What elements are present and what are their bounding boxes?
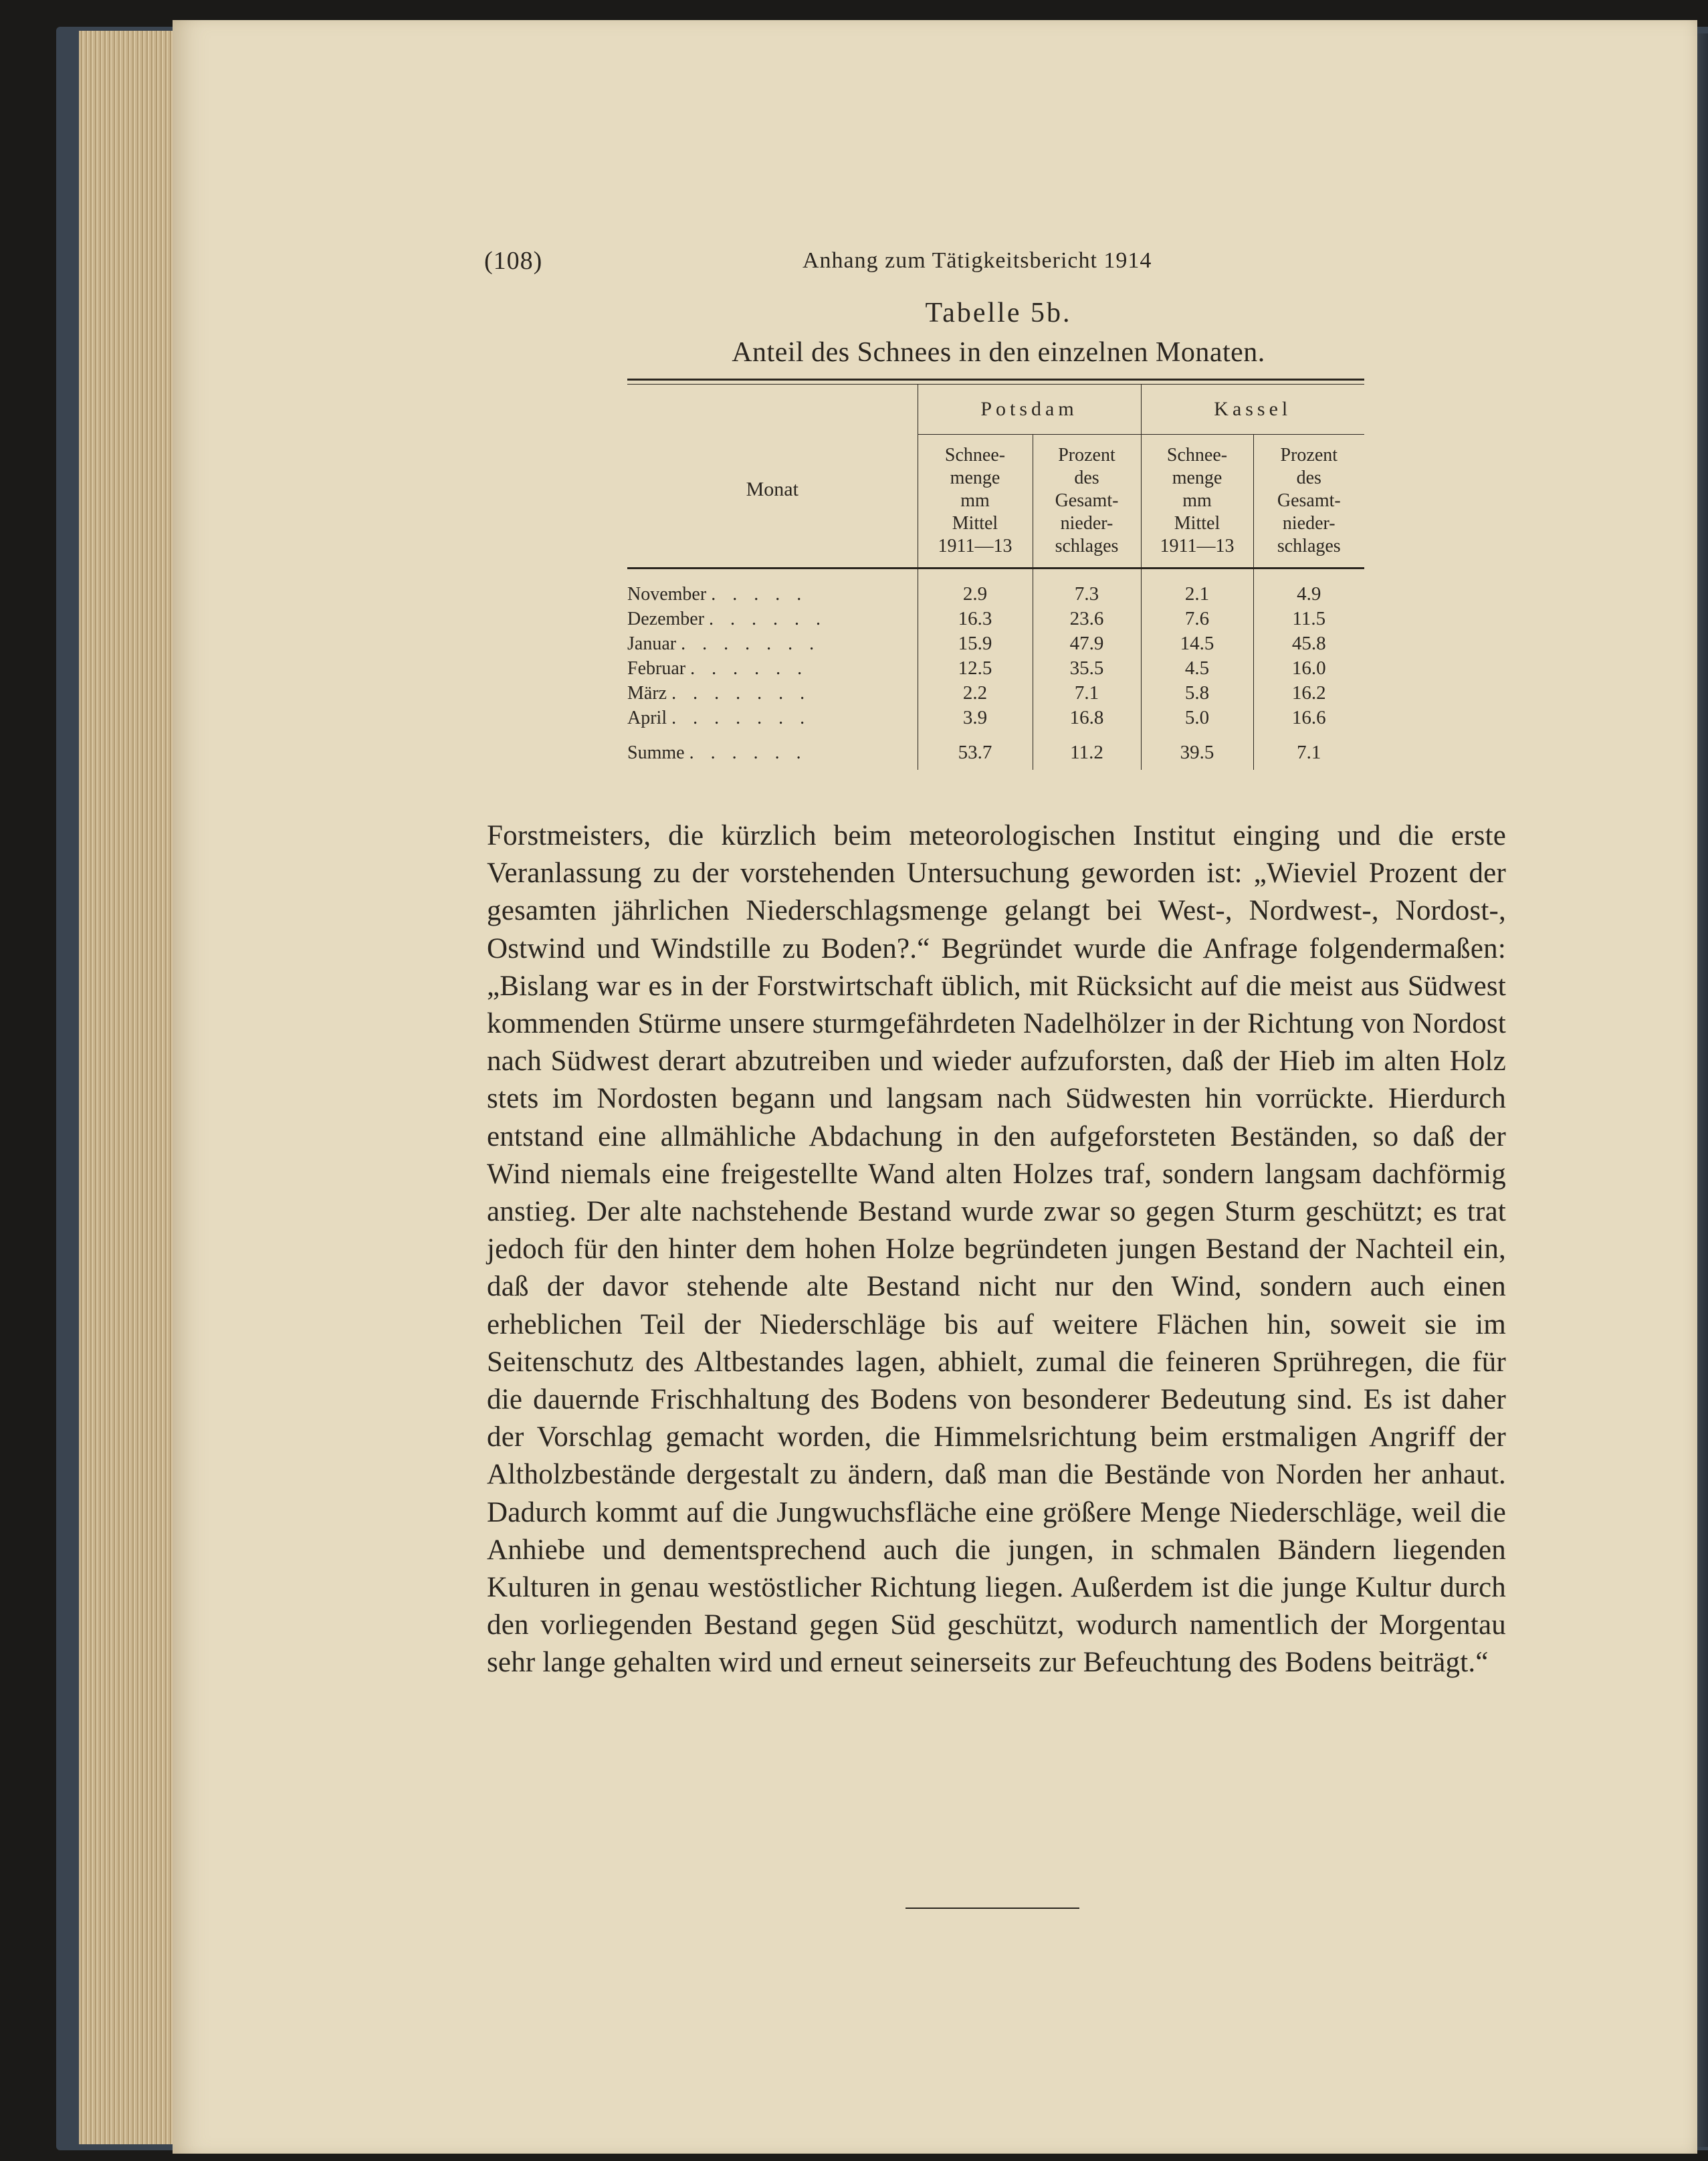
- kassel-percent-sum: 7.1: [1253, 730, 1364, 770]
- kassel-snow-value: 14.5: [1141, 631, 1253, 656]
- potsdam-percent-value: 16.8: [1033, 706, 1141, 730]
- kassel-percent-value: 4.9: [1253, 569, 1364, 607]
- running-title: Anhang zum Tätigkeitsbericht 1914: [803, 248, 1152, 273]
- potsdam-percent-value: 7.1: [1033, 681, 1141, 706]
- kassel-percent-value: 45.8: [1253, 631, 1364, 656]
- kassel-snow-value: 7.6: [1141, 607, 1253, 631]
- month-cell: [627, 706, 918, 730]
- station-header-potsdam: Potsdam: [918, 385, 1141, 435]
- snow-data-table: [627, 385, 1364, 770]
- month-name: November: [627, 584, 707, 605]
- col-header-potsdam-percent: Prozent des Gesamt- nieder- schlages: [1033, 435, 1141, 569]
- col-header-kassel-percent: Prozent des Gesamt- nieder- schlages: [1253, 435, 1364, 569]
- station-header-kassel: Kassel: [1141, 385, 1364, 435]
- potsdam-snow-sum: 53.7: [918, 730, 1033, 770]
- kassel-percent-value: 16.6: [1253, 706, 1364, 730]
- table-row: [627, 706, 1364, 730]
- potsdam-snow-value: 2.2: [918, 681, 1033, 706]
- table-row: [627, 681, 1364, 706]
- month-name: Januar: [627, 633, 677, 654]
- month-cell: [627, 631, 918, 656]
- month-name: April: [627, 708, 667, 728]
- kassel-snow-value: 5.0: [1141, 706, 1253, 730]
- potsdam-percent-value: 47.9: [1033, 631, 1141, 656]
- leader-dots: . . . . . . .: [671, 683, 811, 704]
- table-top-rule: [627, 379, 1364, 385]
- snow-table: [627, 379, 1364, 770]
- potsdam-snow-value: 3.9: [918, 706, 1033, 730]
- monat-header: Monat: [746, 478, 798, 500]
- month-name: Februar: [627, 658, 686, 679]
- kassel-snow-value: 2.1: [1141, 569, 1253, 607]
- kassel-percent-value: 11.5: [1253, 607, 1364, 631]
- month-name: Dezember: [627, 609, 705, 629]
- sum-row: [627, 730, 1364, 770]
- potsdam-percent-sum: 11.2: [1033, 730, 1141, 770]
- sum-label-cell: [627, 730, 918, 770]
- table-row: [627, 569, 1364, 607]
- potsdam-percent-value: 23.6: [1033, 607, 1141, 631]
- potsdam-snow-value: 16.3: [918, 607, 1033, 631]
- running-head: [484, 243, 1197, 278]
- col-header-kassel-snow: Schnee- menge mm Mittel 1911—13: [1141, 435, 1253, 569]
- table-title: Tabelle 5b.: [925, 298, 1072, 328]
- kassel-snow-value: 4.5: [1141, 656, 1253, 681]
- potsdam-snow-value: 15.9: [918, 631, 1033, 656]
- potsdam-percent-value: 7.3: [1033, 569, 1141, 607]
- month-cell: [627, 607, 918, 631]
- leader-dots: . . . . .: [711, 584, 808, 605]
- monat-header-cell: [627, 385, 918, 569]
- potsdam-percent-value: 35.5: [1033, 656, 1141, 681]
- table-row: [627, 631, 1364, 656]
- leader-dots: . . . . . .: [709, 609, 827, 629]
- kassel-snow-sum: 39.5: [1141, 730, 1253, 770]
- sum-label: Summe: [627, 742, 685, 763]
- month-cell: [627, 656, 918, 681]
- month-cell: [627, 681, 918, 706]
- table-row: [627, 656, 1364, 681]
- kassel-snow-value: 5.8: [1141, 681, 1253, 706]
- month-name: März: [627, 683, 667, 704]
- table-subtitle: Anteil des Schnees in den einzelnen Monaten.: [732, 337, 1265, 368]
- leader-dots: . . . . . .: [690, 658, 809, 679]
- table-row: [627, 607, 1364, 631]
- col-header-potsdam-snow: Schnee- menge mm Mittel 1911—13: [918, 435, 1033, 569]
- page-edges: [79, 31, 186, 2144]
- leader-dots: . . . . . .: [689, 742, 807, 763]
- body-paragraph: Forstmeisters, die kürzlich beim meteorologischen Institut einging und die erste Veranlassung zu der vorstehenden Untersuchung geworden ist: „Wieviel Prozent der gesamten jährlichen Niederschlagsmenge gelangt bei West-, Nordwest-, Nordost-, Ostwind und Windstille zu Boden?.“ Begründet wurde die Anfrage folgendermaßen: „Bislang war es in der Forstwirtschaft üblich, mit Rücksicht auf die meist aus Südwest kommenden Stürme unsere sturmgefährdeten Nadelhölzer in der Richtung von Nordost nach Südwest derart abzutreiben und wieder aufzuforsten, daß der Hieb im alten Holz stets im Nordosten begann und langsam nach Südwesten hin vorrückte. Hierdurch entstand eine allmähliche Abdachung in den aufgeforsteten Beständen, so daß der Wind niemals eine freigestellte Wand alten Holzes traf, sondern langsam dachförmig anstieg. Der alte nachstehende Bestand wurde zwar so gegen Sturm geschützt; es trat jedoch für den hinter dem hohen Holze begründeten jungen Bestand der Nachteil ein, daß der davor stehende alte Bestand nicht nur den Wind, sondern auch einen erheblichen Teil der Niederschläge bis auf weitere Flächen hin, soweit sie im Seitenschutz des Altbestandes lagen, abhielt, zumal die feineren Sprühregen, die für die dauernde Frischhaltung des Bodens von besonderer Bedeutung sind. Es ist daher der Vorschlag gemacht worden, die Himmelsrichtung beim erstmaligen Angriff der Altholzbestände dergestalt zu ändern, daß man die Bestände von Norden her anhaut. Dadurch kommt auf die Jungwuchsfläche eine größere Menge Niederschläge, weil die Anhiebe und dementsprechend auch die jungen, in schmalen Bändern liegenden Kulturen in genau westöstlicher Richtung liegen. Außerdem ist die junge Kultur durch den vorliegenden Bestand gegen Süd geschützt, wodurch namentlich der Morgentau sehr lange gehalten wird und erneut seinerseits zur Befeuchtung des Bodens beiträgt.“: [487, 820, 1506, 1679]
- leader-dots: . . . . . . .: [681, 633, 821, 654]
- kassel-percent-value: 16.0: [1253, 656, 1364, 681]
- end-rule: [905, 1908, 1079, 1909]
- page-number: (108): [484, 247, 543, 275]
- kassel-percent-value: 16.2: [1253, 681, 1364, 706]
- potsdam-snow-value: 2.9: [918, 569, 1033, 607]
- leader-dots: . . . . . . .: [671, 708, 811, 728]
- potsdam-snow-value: 12.5: [918, 656, 1033, 681]
- month-cell: [627, 569, 918, 607]
